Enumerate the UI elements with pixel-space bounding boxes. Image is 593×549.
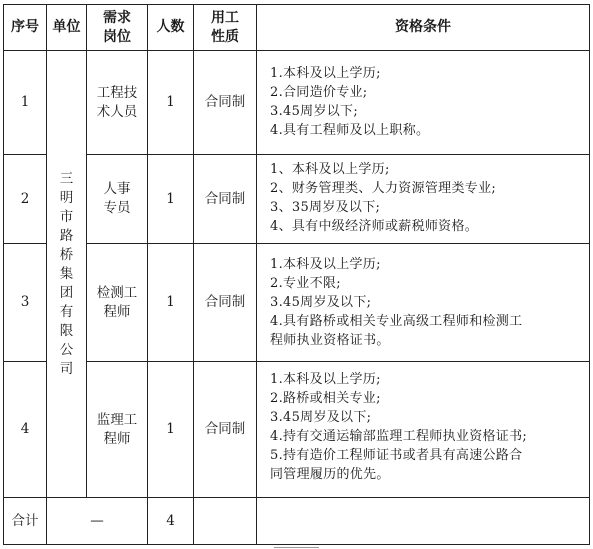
row-4-requirements bbox=[270, 370, 588, 484]
requirement-line: 1、本科及以上学历; bbox=[270, 162, 390, 177]
requirement-line: 3、35周岁及以下; bbox=[270, 200, 381, 215]
requirement-line: 2.专业不限; bbox=[270, 276, 341, 291]
row-2-count: 1 bbox=[166, 190, 175, 207]
requirement-line: 3.45周岁及以下; bbox=[270, 410, 372, 425]
header-position: 需求 岗位 bbox=[103, 9, 131, 45]
header-qualifications: 资格条件 bbox=[395, 19, 451, 35]
requirement-line: 1.本科及以上学历; bbox=[270, 372, 381, 387]
row-4-count: 1 bbox=[166, 421, 175, 437]
row-2-employment: 合同制 bbox=[204, 190, 246, 207]
requirement-line: 同管理履历的优先。 bbox=[270, 467, 390, 482]
requirement-line: 1.本科及以上学历; bbox=[270, 257, 381, 272]
company-name: 三明市路桥集团有限公司 bbox=[59, 170, 74, 377]
requirement-line: 4.具有工程师及以上职称。 bbox=[270, 123, 430, 138]
total-count: 4 bbox=[166, 512, 175, 529]
requirement-line: 2、财务管理类、人力资源管理类专业; bbox=[270, 181, 497, 196]
header-count: 人数 bbox=[156, 19, 185, 35]
row-3-position: 检测工 程师 bbox=[96, 284, 138, 320]
requirement-line: 4.具有路桥或相关专业高级工程师和检测工 bbox=[270, 314, 523, 329]
row-1-position: 工程技 术人员 bbox=[96, 84, 138, 120]
row-3-requirements bbox=[270, 255, 588, 350]
requirement-line: 5.持有造价工程师证书或者具有高速公路合 bbox=[270, 448, 523, 463]
header-unit: 单位 bbox=[52, 19, 81, 35]
requirement-line: 程师执业资格证书。 bbox=[270, 333, 390, 348]
page-edge-stub bbox=[274, 547, 319, 548]
row-2-seq: 2 bbox=[20, 190, 30, 207]
requirement-line: 3.45周岁以下; bbox=[270, 104, 359, 119]
row-3-employment: 合同制 bbox=[204, 294, 246, 310]
header-employment: 用工 性质 bbox=[211, 9, 239, 45]
requirement-line: 4、具有中级经济师或薪税师资格。 bbox=[270, 219, 479, 234]
total-label: 合计 bbox=[11, 512, 39, 529]
requirement-line: 3.45周岁及以下; bbox=[270, 295, 372, 310]
column-divider bbox=[256, 4, 257, 545]
row-1-seq: 1 bbox=[20, 94, 30, 110]
row-1-count: 1 bbox=[166, 94, 175, 110]
row-4-employment: 合同制 bbox=[204, 421, 246, 437]
row-2-position: 人事 专员 bbox=[103, 181, 131, 216]
total-unit-dash: — bbox=[90, 512, 104, 529]
requirement-line: 2.合同造价专业; bbox=[270, 85, 368, 100]
table-border-bottom bbox=[3, 544, 590, 545]
requirement-line: 4.持有交通运输部监理工程师执业资格证书; bbox=[270, 429, 528, 444]
requirement-line: 2.路桥或相关专业; bbox=[270, 391, 381, 406]
row-4-position: 监理工 程师 bbox=[96, 411, 138, 447]
row-3-count: 1 bbox=[166, 294, 175, 310]
row-1-employment: 合同制 bbox=[204, 94, 246, 110]
table-border-right bbox=[589, 4, 590, 545]
row-1-requirements bbox=[270, 64, 588, 140]
row-4-seq: 4 bbox=[20, 421, 30, 437]
requirement-line: 1.本科及以上学历; bbox=[270, 66, 381, 81]
company-name-cell bbox=[47, 51, 86, 497]
row-2-requirements bbox=[270, 160, 588, 236]
header-seq: 序号 bbox=[11, 19, 39, 35]
row-3-seq: 3 bbox=[20, 294, 30, 310]
